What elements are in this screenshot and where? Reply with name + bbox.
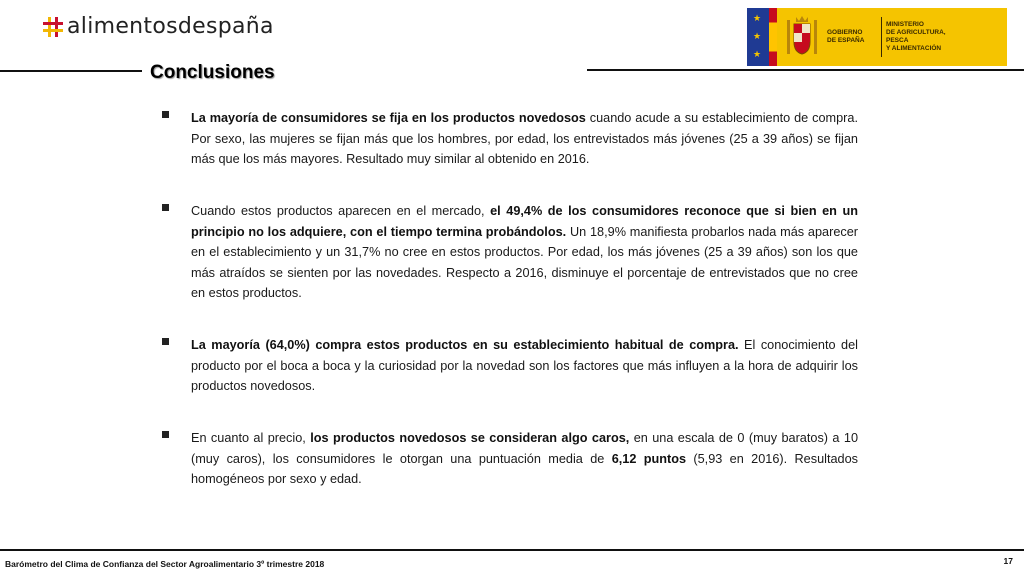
bullet-plain-text: Cuando estos productos aparecen en el mercado, [191,204,491,218]
page-title: Conclusiones [150,62,275,83]
bullet-text [191,428,858,490]
list-item [162,108,858,170]
bullet-plain-text: en una escala de 0 (muy baratos) a 10 (muy caros), los consumidores le otorgan una puntuación media de [191,431,859,466]
eu-flag-icon: ★ ★ ★ [747,8,769,66]
page-number: 17 [1003,556,1013,566]
government-banner [747,8,1007,66]
bullet-text [191,201,858,304]
footer-rule [0,549,1024,551]
bullet-bold-text: La mayoría de consumidores se fija en los productos novedosos [191,111,586,125]
alimentos-de-espana-logo [42,14,274,39]
square-bullet-icon [162,431,169,438]
bullet-plain-text: El conocimiento del producto por el boca a boca y la curiosidad por la novedad son los factores que más influyen a la hora de adquirir los productos novedosos. [191,338,858,393]
bullet-bold-text: el 49,4% de los consumidores reconoce que si bien en un principio no los adquiere, con el tiempo termina probándolos. [191,204,858,239]
square-bullet-icon [162,338,169,345]
bullet-bold-text: La mayoría (64,0%) compra estos productos en su establecimiento habitual de compra. [191,338,739,352]
title-rule-left [0,70,142,72]
square-bullet-icon [162,204,169,211]
hash-icon [42,16,64,38]
spain-flag-stripe [769,8,777,66]
square-bullet-icon [162,111,169,118]
bullet-text [191,335,858,397]
bullet-text [191,108,858,170]
bullet-plain-text: cuando acude a su establecimiento de compra. Por sexo, las mujeres se fijan más que los hombres, por edad, los entrevistados más jóvenes (25 a 39 años) se fijan más que los más mayores. Resultado muy similar al obtenido en 2016. [191,111,858,166]
ministry-label: MINISTERIO DE AGRICULTURA, PESCA Y ALIMENTACIÓN [886,21,946,52]
bullet-plain-text: En cuanto al precio, [191,431,311,445]
bullet-plain-text: (5,93 en 2016). Resultados homogéneos por sexo y edad. [191,451,858,486]
title-rule-right [587,69,1024,71]
list-item [162,201,858,304]
bullet-bold-text: los productos novedosos se consideran algo caros, [310,431,630,445]
footer-text: Barómetro del Clima de Confianza del Sector Agroalimentario 3º trimestre 2018 [5,559,325,569]
bullet-plain-text: Un 18,9% manifiesta probarlos nada más aparecer en el establecimiento y un 31,7% no cree en estos productos. Por edad, los más jóvenes (25 a 39 años) son los que más atraídos se sienten por las novedades. Respecto a 2016, disminuye el porcentaje de entrevistados que no cree en estos productos. [191,224,858,300]
government-label: GOBIERNO DE ESPAÑA [827,29,865,44]
logo-text: alimentosdespaña [67,14,274,39]
list-item [162,428,858,490]
bullet-bold-text: 6,12 puntos [611,451,687,466]
list-item [162,335,858,397]
coat-of-arms-icon [785,14,819,60]
